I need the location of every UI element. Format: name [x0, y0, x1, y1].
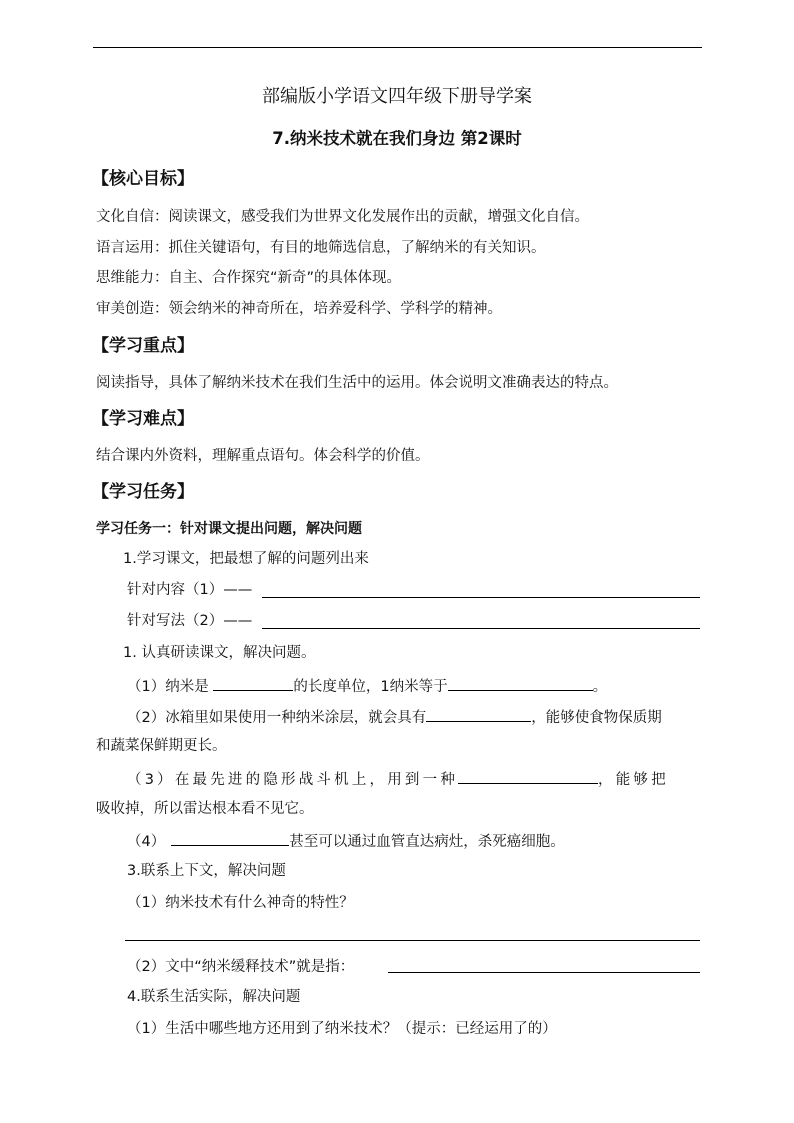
q3-prompt: 3.联系上下文，解决问题: [127, 863, 286, 879]
difficulties-text: 结合课内外资料，理解重点语句。体会科学的价值。: [96, 448, 430, 464]
q2-1-text-c: 。: [592, 679, 608, 695]
q2-3-text-b: ，能够把: [598, 772, 669, 788]
q2-4-text-a: （4）: [127, 834, 166, 850]
key-points-text: 阅读指导，具体了解纳米技术在我们生活中的运用。体会说明文准确表达的特点。: [96, 375, 618, 391]
q2-4-blank[interactable]: [171, 830, 289, 846]
q4-1-question: （1）生活中哪些地方还用到了纳米技术？（提示：已经运用了的）: [127, 1021, 557, 1037]
q1-writing-label: 针对写法（2）——: [127, 613, 253, 629]
difficulties-heading: 【学习难点】: [92, 409, 194, 429]
q1-writing-answer-line[interactable]: [262, 628, 700, 629]
goal-thinking: 思维能力：自主、合作探究“新奇”的具体体现。: [96, 270, 402, 286]
task1-title: 学习任务一：针对课文提出问题，解决问题: [96, 521, 362, 537]
q2-4-text-b: 甚至可以通过血管直达病灶，杀死癌细胞。: [289, 834, 565, 850]
goal-language: 语言运用：抓住关键语句，有目的地筛选信息，了解纳米的有关知识。: [96, 240, 546, 256]
lesson-subtitle: 7.纳米技术就在我们身边 第2课时: [272, 129, 522, 148]
goal-culture: 文化自信：阅读课文，感受我们为世界文化发展作出的贡献，增强文化自信。: [96, 209, 589, 225]
q2-item-1: [127, 675, 607, 697]
q3-2-question: （2）文中“纳米缓释技术”就是指：: [127, 959, 355, 975]
q2-prompt: 1. 认真研读课文，解决问题。: [123, 645, 316, 661]
q2-1-text-a: （1）纳米是: [127, 679, 209, 695]
q2-2-text-c: 和蔬菜保鲜期更长。: [96, 738, 227, 754]
key-points-heading: 【学习重点】: [92, 336, 194, 356]
q2-3-text-c: 吸收掉，所以雷达根本看不见它。: [96, 801, 314, 817]
header-rule: [93, 47, 702, 48]
q2-1-blank-b[interactable]: [448, 675, 593, 691]
q3-1-question: （1）纳米技术有什么神奇的特性？: [127, 895, 354, 911]
q2-2-text-a: （2）冰箱里如果使用一种纳米涂层，就会具有: [127, 710, 427, 726]
q2-1-text-b: 的长度单位，1纳米等于: [293, 679, 448, 695]
q4-prompt: 4.联系生活实际，解决问题: [127, 989, 301, 1005]
q3-2-answer-line[interactable]: [388, 972, 700, 973]
page-title: 部编版小学语文四年级下册导学案: [262, 86, 532, 107]
tasks-heading: 【学习任务】: [92, 482, 194, 502]
q2-2-blank[interactable]: [426, 706, 531, 722]
q2-item-3: [127, 768, 669, 790]
q2-item-4: [127, 830, 565, 852]
q1-content-answer-line[interactable]: [262, 597, 700, 598]
q1-prompt: 1.学习课文，把最想了解的问题列出来: [123, 551, 369, 567]
goal-aesthetic: 审美创造：领会纳米的神奇所在，培养爱科学、学科学的精神。: [96, 301, 502, 317]
q3-1-answer-line[interactable]: [125, 940, 700, 941]
q2-1-blank-a[interactable]: [213, 675, 293, 691]
q2-3-blank[interactable]: [458, 768, 598, 784]
q2-item-2: [127, 706, 662, 728]
q2-2-text-b: ，能够使食物保质期: [531, 710, 662, 726]
q1-content-label: 针对内容（1）——: [127, 582, 253, 598]
q2-3-text-a: （3）在最先进的隐形战斗机上，用到一种: [127, 772, 459, 788]
core-goals-heading: 【核心目标】: [92, 169, 194, 189]
